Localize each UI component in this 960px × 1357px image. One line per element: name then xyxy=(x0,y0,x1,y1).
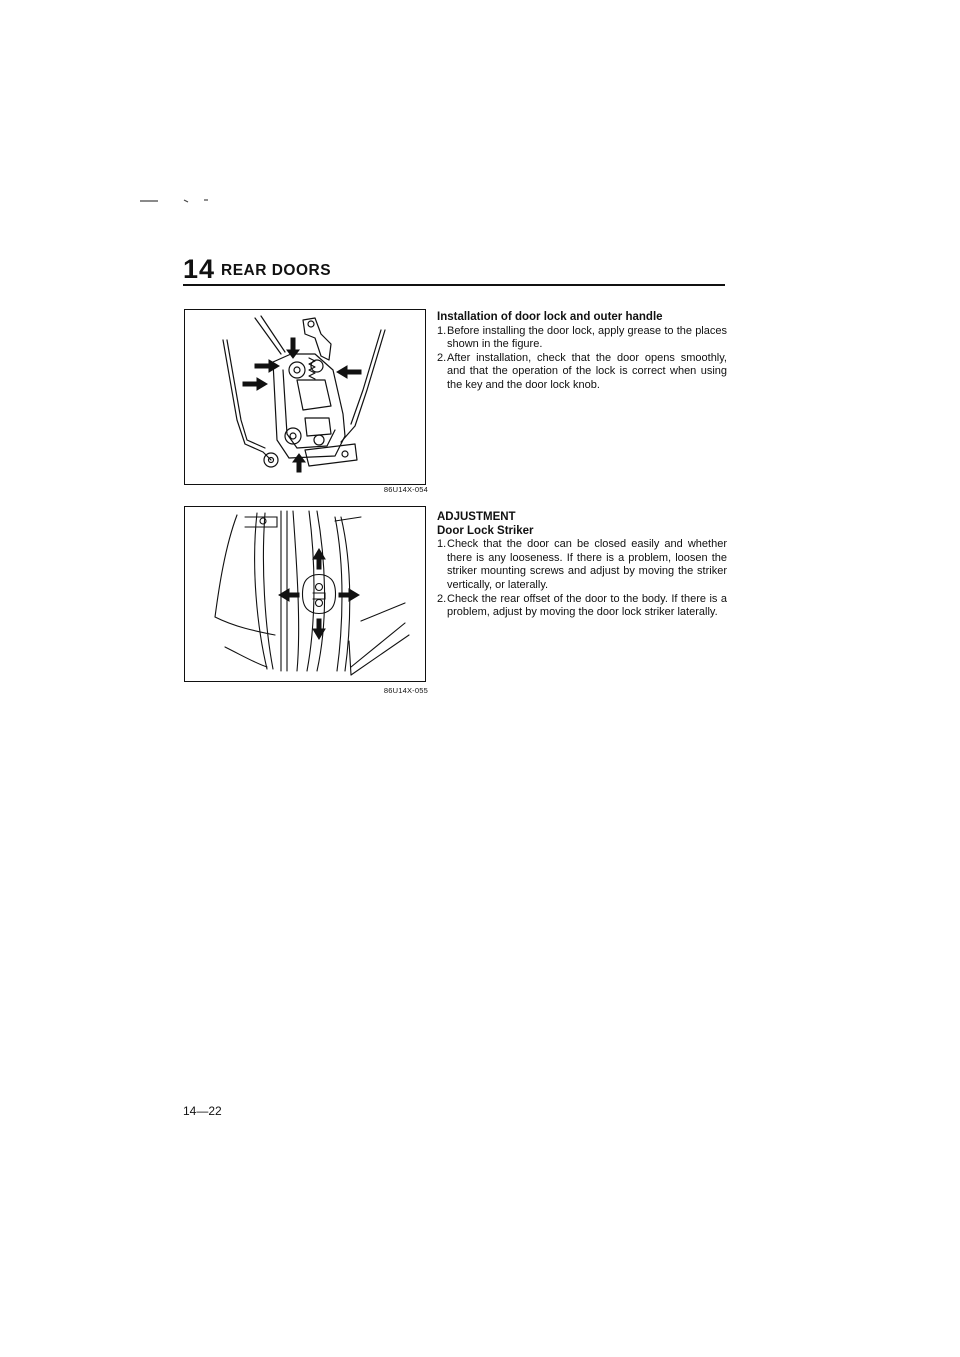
section-installation xyxy=(437,311,727,393)
step-item xyxy=(437,325,727,352)
step-list xyxy=(437,325,727,393)
figure-code: 86U14X-054 xyxy=(383,485,428,494)
figure-code: 86U14X-055 xyxy=(383,686,428,695)
striker-illustration xyxy=(185,507,425,681)
chapter-title: REAR DOORS xyxy=(221,262,332,279)
step-text: Check that the door can be closed easily and whether there is any looseness. If there is a problem, loosen the striker mounting screws and adjust by moving the striker vertically, or laterally. xyxy=(447,538,727,591)
step-item xyxy=(437,538,727,592)
step-number: 1. xyxy=(437,538,447,551)
step-number: 1. xyxy=(437,324,447,337)
chapter-number: 14 xyxy=(183,254,216,284)
step-text: Before installing the door lock, apply grease to the places shown in the figure. xyxy=(447,324,727,351)
header-rule xyxy=(183,284,725,286)
section-subheading: Door Lock Striker xyxy=(437,524,534,537)
step-text: Check the rear offset of the door to the body. If there is a problem, adjust by moving the door lock striker laterally. xyxy=(447,592,727,619)
page-number: 14—22 xyxy=(183,1104,222,1118)
step-list xyxy=(437,538,727,620)
section-adjustment xyxy=(437,511,727,620)
door-lock-illustration xyxy=(185,310,425,484)
step-item xyxy=(437,352,727,393)
figure-frame xyxy=(184,309,426,485)
section-heading: Installation of door lock and outer handle xyxy=(437,311,663,323)
step-text: After installation, check that the door opens smoothly, and that the operation of the lock is correct when using the key and the door lock knob. xyxy=(447,351,727,391)
figure-frame xyxy=(184,506,426,682)
section-heading: ADJUSTMENT xyxy=(437,511,516,523)
figure-striker xyxy=(184,506,428,696)
figure-door-lock xyxy=(184,309,428,495)
step-number: 2. xyxy=(437,592,447,605)
step-number: 2. xyxy=(437,351,447,364)
step-item xyxy=(437,593,727,620)
scan-marks xyxy=(140,198,220,204)
chapter-header xyxy=(183,254,725,286)
